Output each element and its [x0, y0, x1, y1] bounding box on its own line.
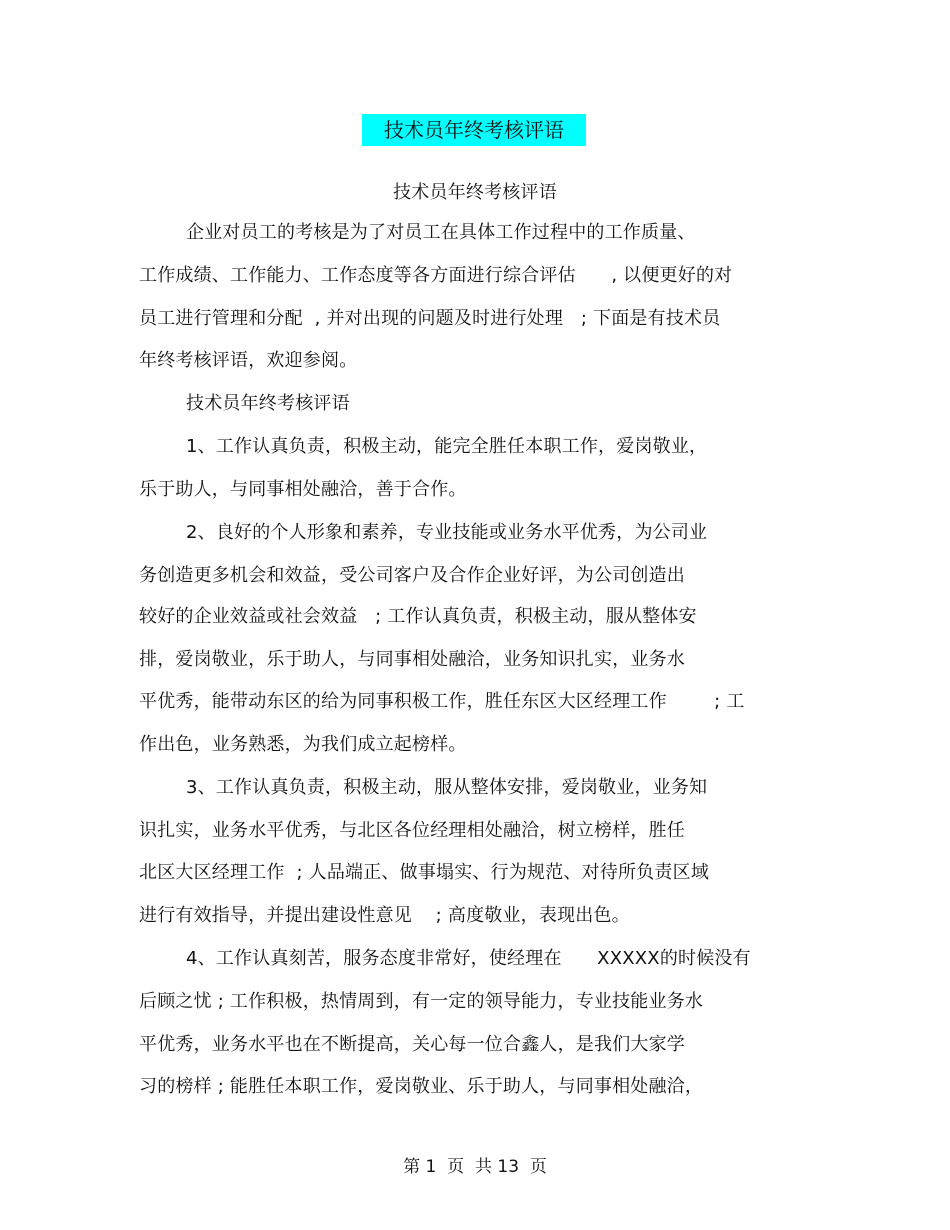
paragraph-line: 识扎实，业务水平优秀，与北区各位经理相处融洽，树立榜样，胜任 — [139, 820, 685, 841]
paragraph-line: 平优秀，业务水平也在不断提高，关心每一位合鑫人，是我们大家学 — [139, 1034, 685, 1055]
paragraph-line: 进行有效指导，并提出建设性意见 ; 高度敬业，表现出色。 — [139, 905, 630, 926]
paragraph-line: 企业对员工的考核是为了对员工在具体工作过程中的工作质量、 — [186, 222, 696, 243]
page-number-footer: 第 1 页 共 13 页 — [403, 1157, 547, 1177]
paragraph-line: 较好的企业效益或社会效益 ; 工作认真负责，积极主动，服从整体安 — [139, 606, 697, 627]
paragraph-line: 4、工作认真刻苦，服务态度非常好，使经理在 XXXXX的时候没有 — [186, 948, 751, 969]
paragraph-line: 3、工作认真负责，积极主动，服从整体安排，爱岗敬业，业务知 — [186, 777, 708, 798]
paragraph-line: 工作成绩、工作能力、工作态度等各方面进行综合评估 , 以便更好的对 — [139, 265, 733, 286]
paragraph-line: 员工进行管理和分配 , 并对出现的问题及时进行处理 ; 下面是有技术员 — [139, 308, 721, 329]
paragraph-line: 乐于助人，与同事相处融洽，善于合作。 — [139, 479, 467, 500]
section-heading: 技术员年终考核评语 — [186, 393, 350, 414]
paragraph-line: 1、工作认真负责，积极主动，能完全胜任本职工作，爱岗敬业， — [186, 436, 708, 457]
document-title: 技术员年终考核评语 — [362, 114, 586, 146]
paragraph-line: 作出色，业务熟悉，为我们成立起榜样。 — [139, 734, 467, 755]
paragraph-line: 务创造更多机会和效益，受公司客户及合作企业好评，为公司创造出 — [139, 565, 685, 586]
paragraph-line: 北区大区经理工作 ; 人品端正、做事塌实、行为规范、对待所负责区域 — [139, 862, 710, 883]
paragraph-line: 排，爱岗敬业，乐于助人，与同事相处融洽，业务知识扎实，业务水 — [139, 649, 685, 670]
paragraph-line: 后顾之忧 ; 工作积极，热情周到，有一定的领导能力，专业技能业务水 — [139, 991, 704, 1012]
paragraph-line: 习的榜样 ; 能胜任本职工作，爱岗敬业、乐于助人，与同事相处融洽， — [139, 1076, 704, 1097]
document-subtitle: 技术员年终考核评语 — [393, 182, 557, 203]
paragraph-line: 平优秀，能带动东区的给为同事积极工作，胜任东区大区经理工作 ; 工 — [139, 691, 745, 712]
paragraph-line: 年终考核评语，欢迎参阅。 — [139, 350, 358, 371]
paragraph-line: 2、良好的个人形象和素养，专业技能或业务水平优秀，为公司业 — [186, 522, 708, 543]
